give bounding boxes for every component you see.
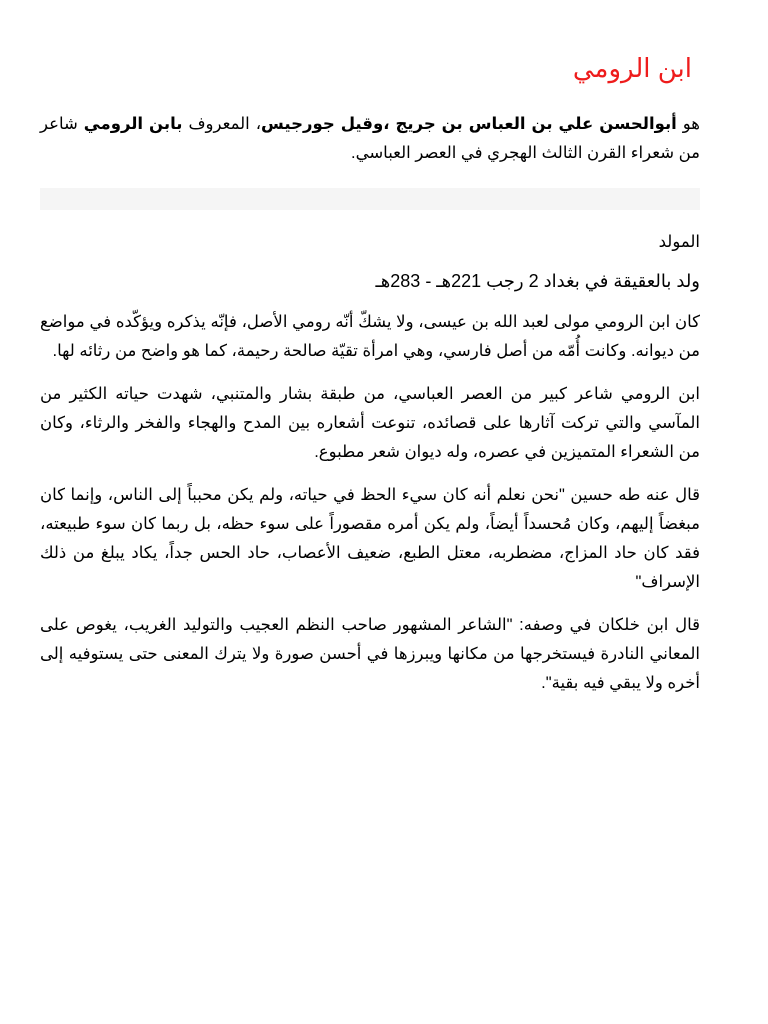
section-divider: [40, 188, 700, 210]
known-as: بابن الرومي: [83, 115, 183, 133]
body-paragraph: ابن الرومي شاعر كبير من العصر العباسي، من طبقة بشار والمتنبي، شهدت حياته الكثير من المآسي والتي تركت آثارها على قصائده، تنوعت أشعاره بين المدح والهجاء والفخر والرثاء، وكان من الشعراء المتميزين في عصره، وله ديوان شعر مطبوع.: [40, 385, 700, 461]
body-paragraph: قال عنه طه حسين "نحن نعلم أنه كان سيء الحظ في حياته، ولم يكن محبباً إلى الناس، وإنما كان مبغضاً إليهم، وكان مُحسداً أيضاً، ولم يكن أمره مقصوراً على سوء حظه، بل ربما كان سوء طبيعته، فقد كان حاد المزاج، مضطربه، معتل الطبع، ضعيف الأعصاب، حاد الحس جداً، يكاد يبلغ من ذلك الإسراف": [40, 486, 700, 591]
birth-line: ولد بالعقيقة في بغداد 2 رجب 221هـ - 283هـ: [375, 271, 700, 291]
intro-paragraph: [40, 110, 700, 168]
intro-mid: ، المعروف: [182, 115, 262, 133]
intro-lead: هو: [676, 115, 701, 133]
intro-rest: شاعر من شعراء القرن الثالث الهجري في العصر العباسي.: [40, 115, 700, 162]
full-name: أبوالحسن علي بن العباس بن جريج ،وقيل جورجيس: [261, 115, 677, 133]
page-title: ابن الرومي: [572, 53, 692, 83]
body-paragraph: كان ابن الرومي مولى لعبد الله بن عيسى، ولا يشكّ أنّه رومي الأصل، فإنّه يذكره ويؤكّده في مواضع من ديوانه. وكانت أُمّه من أصل فارسي، وهي امرأة تقيّة صالحة رحيمة، كما هو واضح من رثائه لها.: [40, 313, 700, 360]
section-heading: المولد: [658, 233, 700, 251]
body-paragraph: قال ابن خلكان في وصفه: "الشاعر المشهور صاحب النظم العجيب والتوليد الغريب، يغوص على المعاني النادرة فيستخرجها من مكانها ويبرزها في أحسن صورة ولا يترك المعنى حتى يستوفيه إلى أخره ولا يبقي فيه بقية".: [40, 616, 700, 692]
